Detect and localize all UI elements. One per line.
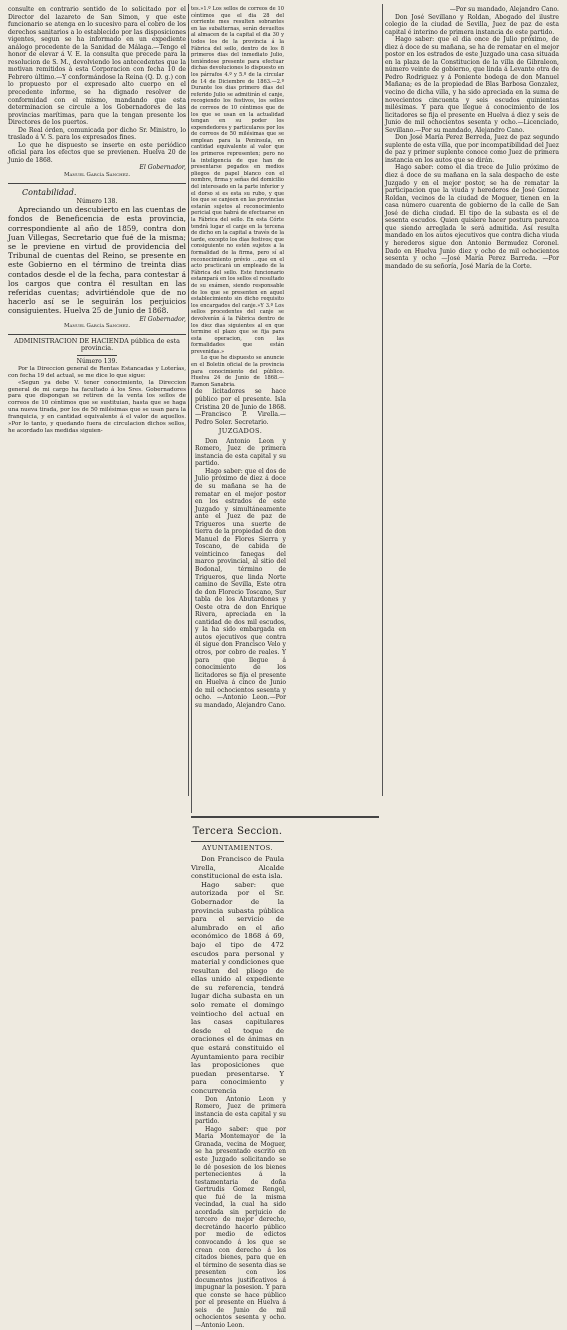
mayor-name: Don Francisco de Paula Virella, Alcalde constitucional de esta isla. <box>191 854 284 881</box>
section-heading: Contabilidad. <box>22 187 77 197</box>
judge-name: Don José Sevillano y Roldan, Abogado del ilustre colegio de la ciudad de Sevilla, Juez de paz de esta capital é interino de primera instancia de este partido. <box>385 13 559 36</box>
section-divider <box>8 183 186 184</box>
paragraph: Apreciando un descubierto en las cuentas de fondos de Beneficencia de esta provincia, correspondiente al año de 1859, contra don Juan Villegas, Secretario que fué de la misma; se le previene en virtud de providencia del Tribunal de cuentas del Reino, se presente en este Gobierno en el término de treinta dias contados desde el de la fecha, para contestar á los cargos que contra él resultan en las referidas cuentas; advirtiéndole que de no hacerlo así se le seguirán los perjuicios consiguientes. Huelva 25 de Junio de 1868. <box>8 205 186 316</box>
paragraph: Por la Direccion general de Rentas Estancadas y Loterías, con fecha 19 del actual, se me dice lo que sigue: <box>8 365 186 379</box>
paragraph: —Por su mandado, Alejandro Cano. <box>449 6 559 13</box>
paragraph: Hago saber: que autorizada por el Sr. Gobernador de la provincia subasta pública para el servicio de alumbrado en el año económico de 1868 á 69, bajo el tipo de 472 escudos para personal y material y condiciones que resultan del pliego de ellas unido al expediente de su referencia, tendrá lugar dicha subasta en un solo remate el domingo veintiocho del actual en las casas capitulares desde el toque de oraciones el de ánimas en que estará constituido el Ayuntamiento para recibir las proposiciones que puedan presentarse. Y para conocimiento y concurrencia <box>191 880 284 1096</box>
paragraph: Lo que he dispuesto se inserte en este periódico oficial para los efectos que se previenen. Huelva 20 de Junio de 1868. <box>8 141 186 164</box>
column-2-left <box>191 6 284 388</box>
column-divider <box>382 4 383 796</box>
short-divider <box>77 355 117 356</box>
paragraph: «Segun ya debe V. tener conocimiento, la Direccion general de mi cargo ha facultado á los Sres. Gobernadores para que dispongan se retiren de la venta los sellos de correos de 10 céntimos que se sustituian, hasta que se haga una nueva tirada, por los de 50 milésimas que se usan para la franquicia, y en cantidad equivalente á el valor de aquellos. »Por lo tanto, y quedando fuera de circulacion dichos sellos, he acordado las medidas siguien- <box>8 379 186 434</box>
notice-number: Número 138. <box>76 197 118 205</box>
paragraph: Hago saber: que por Maria Montemayor de la Granada, vecina de Moguer, se ha presentado escrito en este Juzgado solicitando se le dé posesion de los bienes pertenecientes á la testamentaria de doña Gertrudis Gomez Rengel, que fué de la misma vecindad, la cual ha sido acordada sin perjuicio de tercero de mejor derecho, decretándo hacerlo público por medio de edictos convocando á los que se crean con derecho á los citados bienes, para que en el término de sesenta dias se presenten con los documentos justificativos á impugnar la posesion. Y para que conste se hace público por el presente en Huelva á seis de Junio de mil ochocientos sesenta y ocho.—Antonio Leon. <box>195 1125 286 1330</box>
signature-name: Manuel García Sanchez. <box>63 172 131 179</box>
paragraph: Lo que he dispuesto se anuncie en el Boletin oficial de la provincia para conocimiento del público. Huelva 24 de Junio de 1868.—Ramon Sanabria. <box>191 355 284 388</box>
judge-name: Don José María Perez Berreda, Juez de paz segundo suplente de esta villa, que por incompatibilidad del Juez de paz y primer suplente conoce como Juez de primera instancia en los autos que se dirán. <box>385 134 559 164</box>
judge-name: Don Antonio Leon y Romero, Juez de primera instancia de esta capital y su partido. <box>195 1095 286 1126</box>
column-3 <box>385 6 559 796</box>
section-divider <box>191 841 284 842</box>
signature-title: El Gobernador, <box>139 315 186 323</box>
paragraph: Hago saber: que el dia once de Julio próximo, de diez á doce de su mañana, se ha de rematar en el mejor postor en los estrados de este Juzgado una casa situada en la plaza de la Constitucion de la villa de Gibraleon, número veinte de gobierno, que linda á Levante otra de Pedro Rodriguez y á Poniente bodega de don Manuel Mañana; es de la propiedad de Blas Barbosa Gonzalez, vecino de dicha villa, y ha sido apreciada en la suma de novecientos cincuenta y seis escudos quinientas milésimas. Y para que llegue á conocimiento de los licitadores se fija el presente en Huelva á diez y seis de Junio de mil ochocientos sesenta y ocho.—Licenciado, Sevillano.—Por su mandado, Alejandro Cano. <box>385 36 559 134</box>
column-2 <box>191 6 379 1330</box>
column-2-lower-left <box>191 821 284 1095</box>
notice-number: Número 139. <box>76 358 118 366</box>
signature-title: El Gobernador, <box>139 164 186 172</box>
column-1 <box>8 6 186 796</box>
section-heading: JUZGADOS. <box>218 427 263 436</box>
paragraph: de licitadores se hace público por el presente. Isla Cristina 20 de Junio de 1868.—Francisco P. Virella.—Pedro Soler. Secretario. <box>195 388 286 426</box>
paragraph: tes.»1.º Los sellos de correos de 10 céntimos que el dia 28 del corriente mes resulten sobrantes en las subalternas, serán devueltos al almacen de la capital el dia 30 y todos los de la provincia á la Fábrica del sello, dentro de los 8 primeros dias del inmediato Julio, teniéndose presente para efectuar dichas devoluciones lo dispuesto en los párrafos 4.º y 5.º de la circular de 14 de Diciembre de 1863.—2.º Durante los dias primero dias del referido Julio se admitirán el canje, recogiendo los festivos, los sellos de correos de 10 céntimos que de los que se usan en la actualidad tengan en su poder los expendedores y particulares por los de correos de 50 milésimas que se emplean para la Peninsula, en cantidad equivalente al valor que los primeros representen; pero no la inteligencia de que han de presentarse pegados en medios pliegos de papel blanco con el nombre, firma y señas del domicilio del interesado en la parte inferior y el dorso si es esta su rubo, y que los que se canjeen en las provincias estarán sujetos al reconocimiento pericial que habrá de efectuarse en la Fábrica del sello. En esta Córte tendrá lugar el canje en la tercena de dicho en la capital a través de la tarde, excepto los dias festivos; que consiguiente no estén sujetos a la formalidad de la firma, pero sí al reconocimiento prévio ...que en el acto practicará un empleado de la Fábrica del sello. Este funcionario estampará en los sellos el resultado de su exámen, siendo responsable de los que se presenten en aquel establecimiento sin dicho requisito los encargados del canje.»Y 3.º Los sellos procedentes del canje se devolverán á la Fábrica dentro de los diez dias siguientes al en que termine el plazo que se fija para esta operacion, con las formalidades que están prevenidas.» <box>191 6 284 355</box>
paragraph: consulte en contrario sentido de lo solicitado por el Director del lazareto de San Simon, y que este funcionario se atenga en lo sucesivo para el cobro de los derechos sanitarios a lo establecido por las disposiciones vigentes, segun se ha informado en un expediente análogo procedente de la Sanidad de Málaga.—Tengo el honor de elevar á V. E. la consulta que precede para la resolucion de S. M., devolviendo los antecedentes que la motivan remitidos á esta Corporacion con fecha 10 de Febrero último.—Y conformándose la Reina (Q. D. g.) con lo propuesto por el expresado alto cuerpo en el precedente informe, se ha dignado resolver de conformidad con el mismo, mandando que esta determinacion se circule a los Gobernadores de las provincias marítimas, para que la tengan presente los Directores de los puertos. <box>8 6 186 127</box>
section-divider <box>191 816 379 818</box>
column-2-lower-right <box>191 1096 286 1330</box>
section-heading: ADMINISTRACION DE HACIENDA pública de esta provincia. <box>14 336 180 353</box>
section-heading: AYUNTAMIENTOS. <box>202 844 273 853</box>
judge-name: Don Antonio Leon y Romero, Juez de primera instancia de esta capital y su partido. <box>195 437 286 468</box>
column-divider <box>188 4 189 796</box>
signature-name: Manuel García Sanchez. <box>63 323 131 330</box>
paragraph: Hago saber: que el dos de Julio próximo de diez á doce de su mañana se ha de rematar en el mejor postor en los estrados de este Juzgado y simultáneamente ante el Juez de paz de Trigueros una suerte de tierra de la propiedad de don Manuel de Flores Sierra y Toscano, de cabida de veinticinco fanegas del marco provincial, al sitio del Bodonal, término de Trigueros, que linda Norte camino de Sevilla, Este otra de don Florecio Toscano, Sur tabla de los Abutardones y Oeste otra de don Enrique Rivera, apreciada en la cantidad de dos mil escudos, y la ha sido embargada en autos ejecutivos que contra él sigue don Francisco Velo y otros, por cobro de reales. Y para que llegue á conocimiento de los licitadores se fija el presente en Huelva á cinco de Junio de mil ochocientos sesenta y ocho. —Antonio Leon.—Por su mandado, Alejandro Cano. <box>195 467 286 709</box>
section-title: Tercera Seccion. <box>192 826 283 838</box>
paragraph: De Real órden, comunicada por dicho Sr. Ministro, lo traslado á V. S. para los expresados fines. <box>8 126 186 142</box>
paragraph: Hago saber: como el dia trece de Julio próximo de diez á doce de su mañana en la sala despacho de este Juzgado y en el mejor postor, se ha de rematar la participacion que la viuda y herederos de José Gomez Roldan, vecinos de la ciudad de Moguer, tienen en la casa número cuarenta de gobierno de la calle de San José de dicha ciudad. El tipo de la subasta es el de sesenta escudos. Quien quisiere hacer postura parezca que siendo arreglada le será admitida. Así resulta mandado en los autos ejecutivos que contra dicha viuda y herederos sigue don Antonio Bermudez Coronel. Dado en Huelva Junio diez y ocho de mil ochocientos sesenta y ocho —José María Perez Barreda. —Por mandado de su señoría, José María de la Corte. <box>385 164 559 270</box>
column-2-right <box>191 388 286 813</box>
section-divider <box>8 334 186 335</box>
